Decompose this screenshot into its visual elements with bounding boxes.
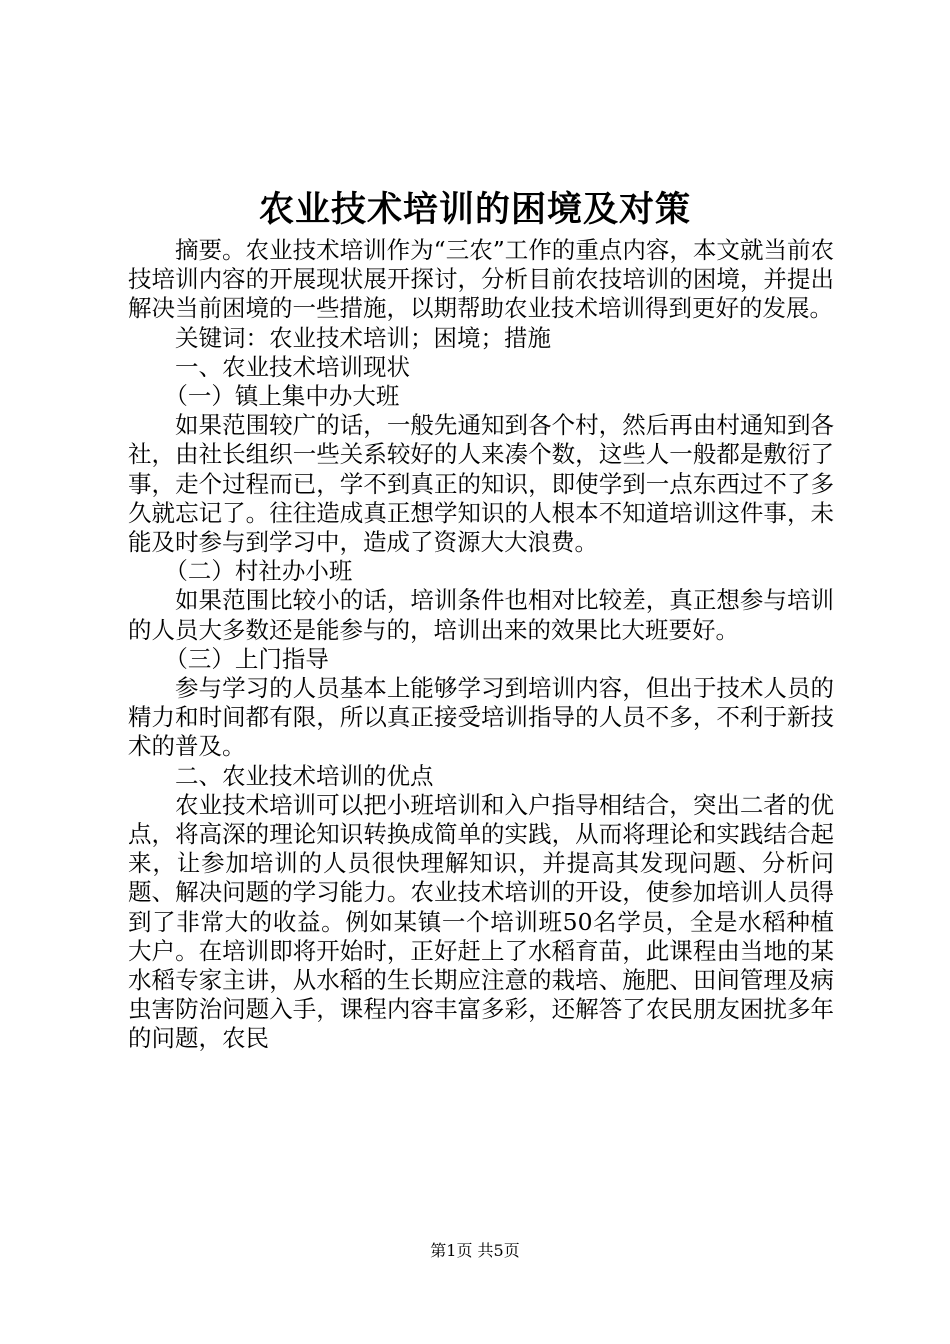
- body-paragraph: 农业技术培训可以把小班培训和入户指导相结合，突出二者的优点，将高深的理论知识转换成简单的实践，从而将理论和实践结合起来，让参加培训的人员很快理解知识，并提高其发现问题、分析问题、解决问题的学习能力。农业技术培训的开设，使参加培训人员得到了非常大的收益。例如某镇一个培训班50名学员，全是水稻种植大户。在培训即将开始时，正好赶上了水稻育苗，此课程由当地的某水稻专家主讲，从水稻的生长期应注意的栽培、施肥、田间管理及病虫害防治问题入手，课程内容丰富多彩，还解答了农民朋友困扰多年的问题，农民: [128, 790, 834, 1053]
- body-paragraph: 参与学习的人员基本上能够学习到培训内容，但出于技术人员的精力和时间都有限，所以真正接受培训指导的人员不多，不利于新技术的普及。: [128, 674, 834, 761]
- keywords-line: 关键词：农业技术培训；困境；措施: [175, 323, 551, 352]
- document-title: 农业技术培训的困境及对策: [258, 189, 691, 230]
- subsection-heading-1-3: （三）上门指导: [164, 644, 329, 673]
- section-heading-1: 一、农业技术培训现状: [175, 352, 410, 381]
- abstract-paragraph: 摘要。农业技术培训作为“三农”工作的重点内容，本文就当前农技培训内容的开展现状展开探讨，分析目前农技培训的困境，并提出解决当前困境的一些措施，以期帮助农业技术培训得到更好的发展。: [128, 236, 834, 323]
- subsection-heading-1-2: （二）村社办小班: [164, 557, 353, 586]
- section-heading-2: 二、农业技术培训的优点: [175, 761, 434, 790]
- subsection-heading-1-1: （一）镇上集中办大班: [164, 382, 400, 411]
- page-footer: 第1页 共5页: [430, 1241, 520, 1260]
- document-body: [128, 236, 834, 1054]
- body-paragraph: 如果范围较广的话，一般先通知到各个村，然后再由村通知到各社，由社长组织一些关系较好的人来凑个数，这些人一般都是敷衍了事，走个过程而已，学不到真正的知识，即使学到一点东西过不了多久就忘记了。往往造成真正想学知识的人根本不知道培训这件事，未能及时参与到学习中，造成了资源大大浪费。: [128, 411, 834, 557]
- body-paragraph: 如果范围比较小的话，培训条件也相对比较差，真正想参与培训的人员大多数还是能参与的，培训出来的效果比大班要好。: [128, 586, 834, 644]
